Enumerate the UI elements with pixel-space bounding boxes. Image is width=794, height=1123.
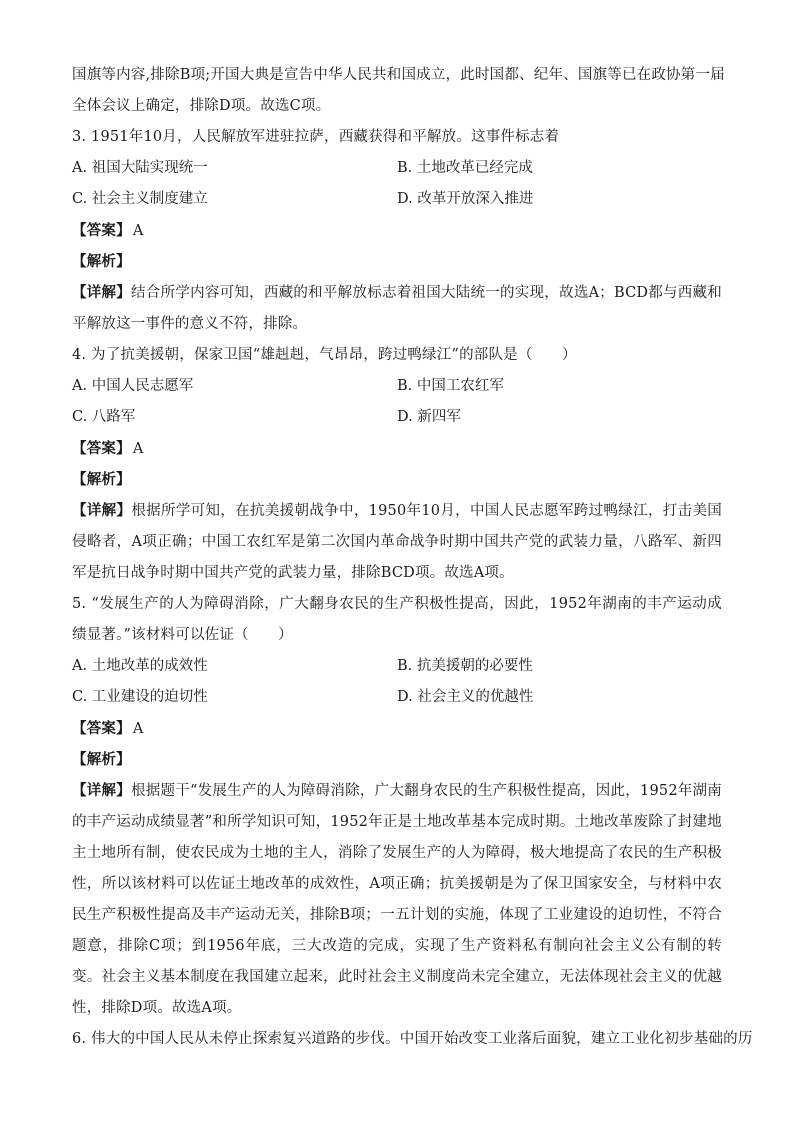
q5-detail-text: 根据题干“发展生产的人为障碍消除，广大翻身农民的生产积极性提高，因此，1952年湖南的丰产运动成绩显著”和所学知识可知，1952年正是土地改革基本完成时期。土地改革废除了封建地主土地所有制，使农民成为土地的主人，消除了发展生产的人为障碍，极大地提高了农民的生产积极性，所以该材料可以佐证土地改革的成效性，A项正确；抗美援朝是为了保卫国家安全，与材料中农民生产积极性提高及丰产运动无关，排除B项；一五计划的实施，体现了工业建设的迫切性，不符合题意，排除C项；到1956年底，三大改造的完成，实现了生产资料私有制向社会主义公有制的转变。社会主义基本制度在我国建立起来，此时社会主义制度尚未完全建立，无法体现社会主义的优越性，排除D项。故选A项。 (72, 783, 722, 1016)
q4-options-row-2 (72, 402, 722, 433)
q3-option-d: D. 改革开放深入推进 (397, 191, 534, 207)
q4-detail (72, 495, 722, 589)
q5-answer (72, 713, 722, 744)
q3-option-c: C. 社会主义制度建立 (72, 191, 208, 207)
q3-option-a: A. 祖国大陆实现统一 (72, 160, 208, 176)
q5-stem: 5. “发展生产的人为障碍消除，广大翻身农民的生产积极性提高，因此，1952年湖南的丰产运动成绩显著。”该材料可以佐证（ ） (72, 596, 722, 643)
q5-answer-value: A (132, 721, 144, 737)
q4-detail-text: 根据所学可知，在抗美援朝战争中，1950年10月，中国人民志愿军跨过鸭绿江，打击美国侵略者，A项正确；中国工农红军是第二次国内革命战争时期中国共产党的武装力量，八路军、新四军是抗日战争时期中国共产党的武装力量，排除BCD项。故选A项。 (72, 503, 722, 581)
q4-option-c: C. 八路军 (72, 409, 136, 425)
q5-detail (72, 775, 722, 1024)
q6-stem: 6. 伟大的中国人民从未停止探索复兴道路的步伐。中国开始改变工业落后面貌，建立工业化初步基础的历 (72, 1031, 753, 1047)
detail-tag: 【详解】 (72, 284, 132, 301)
q3-option-b: B. 土地改革已经完成 (397, 160, 533, 176)
q4-answer (72, 433, 722, 464)
q5-analysis (72, 744, 722, 775)
answer-tag: 【答案】 (72, 222, 131, 239)
q5-option-b: B. 抗美援朝的必要性 (397, 658, 533, 674)
q5-options-row-2 (72, 682, 722, 713)
answer-tag: 【答案】 (72, 720, 131, 737)
q4-stem: 4. 为了抗美援朝，保家卫国“雄赳赳，气昂昂，跨过鸭绿江”的部队是（ ） (72, 347, 577, 363)
intro-line-1: 国旗等内容,排除B项;开国大典是宣告中华人民共和国成立，此时国都、纪年、国旗等已在政协第一届 (72, 67, 725, 83)
q5-option-a: A. 土地改革的成效性 (72, 658, 208, 674)
q3-answer-value: A (132, 223, 144, 239)
q3-options-row-1 (72, 153, 722, 184)
q4-option-b: B. 中国工农红军 (397, 378, 504, 394)
q5-options-row-1 (72, 651, 722, 682)
q3-stem: 3. 1951年10月，人民解放军进驻拉萨，西藏获得和平解放。这事件标志着 (72, 129, 560, 145)
q3-answer (72, 215, 722, 246)
analysis-tag: 【解析】 (72, 253, 131, 270)
q5-option-d: D. 社会主义的优越性 (397, 689, 534, 705)
q4-option-d: D. 新四军 (397, 409, 461, 425)
q4-options-row-1 (72, 371, 722, 402)
answer-tag: 【答案】 (72, 440, 131, 457)
q3-options-row-2 (72, 184, 722, 215)
document-page (72, 60, 753, 1055)
q3-analysis (72, 246, 722, 277)
q4-analysis (72, 464, 722, 495)
q4-answer-value: A (132, 441, 144, 457)
detail-tag: 【详解】 (72, 502, 132, 519)
q3-detail-text: 结合所学内容可知，西藏的和平解放标志着祖国大陆统一的实现，故选A；BCD都与西藏和平解放这一事件的意义不符，排除。 (72, 285, 722, 332)
q5-option-c: C. 工业建设的迫切性 (72, 689, 208, 705)
analysis-tag: 【解析】 (72, 471, 131, 488)
analysis-tag: 【解析】 (72, 751, 131, 768)
intro-line-2: 全体会议上确定，排除D项。故选C项。 (72, 98, 331, 114)
q3-detail (72, 277, 722, 340)
q4-option-a: A. 中国人民志愿军 (72, 378, 194, 394)
detail-tag: 【详解】 (72, 782, 131, 799)
